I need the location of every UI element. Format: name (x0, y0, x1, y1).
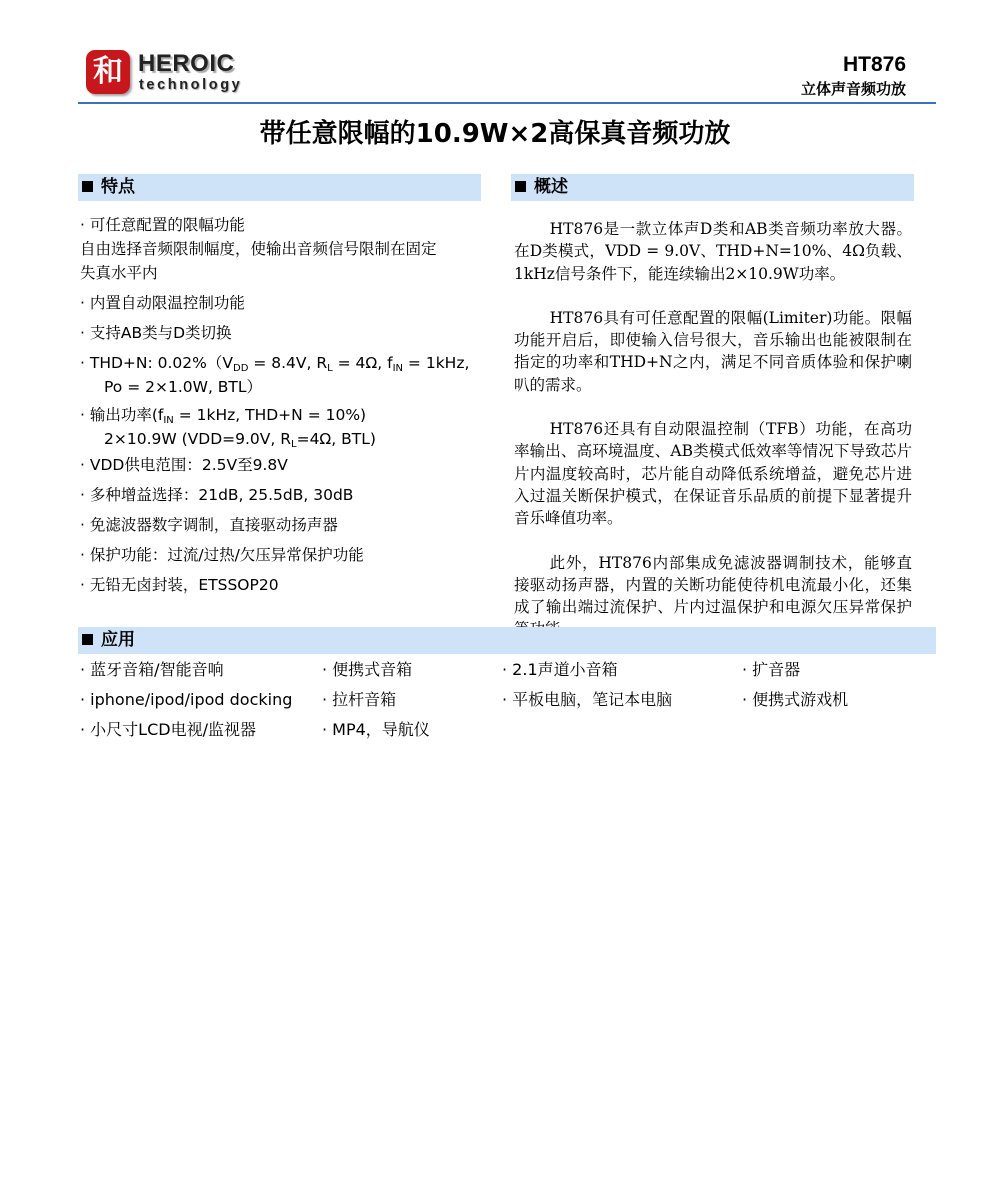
list-item: · THD+N: $0.02\%(V_{DD} = 8.4V$, $R_L = 4\Omega$, $f_{IN} = 1kHz$, (80, 354, 470, 374)
list-item: · 输出功率($f_{IN} = 1kHz$, THD+N = 10%) (80, 406, 367, 426)
part-number: HT876 (842, 53, 906, 76)
application-item: · 扩音器 (742, 660, 801, 679)
list-item-detail: 失真水平内 (80, 264, 158, 282)
section-bar-features (78, 174, 481, 201)
overview-text (514, 218, 912, 663)
section-heading: 应用 (101, 630, 135, 650)
application-item: · iphone/ipod/ipod docking (80, 690, 293, 709)
square-bullet-icon (82, 634, 93, 645)
application-item: · 便携式游戏机 (742, 690, 849, 709)
square-bullet-icon (515, 181, 526, 192)
list-item: · 无铅无卤封装，ETSSOP20 (80, 576, 279, 594)
section-bar-overview (511, 174, 914, 201)
application-item: · 2.1声道小音箱 (502, 660, 618, 679)
list-item: · 可任意配置的限幅功能 (80, 216, 245, 234)
list-item: · 免滤波器数字调制，直接驱动扬声器 (80, 516, 338, 534)
list-item: · 支持AB类与D类切换 (80, 324, 232, 342)
application-item: · 小尺寸LCD电视/监视器 (80, 720, 256, 739)
header-divider (78, 102, 936, 104)
overview-paragraph: HT876具有可任意配置的限幅(Limiter)功能。限幅功能开启后，即使输入信号很大，音乐输出也能被限制在指定的功率和THD+N之内，满足不同音质体验和保护喇叭的需求。 (514, 308, 912, 394)
application-item: · 拉杆音箱 (322, 690, 397, 709)
list-item: · 保护功能：过流/过热/欠压异常保护功能 (80, 546, 364, 564)
section-heading: 概述 (534, 177, 568, 197)
brand-tagline: technology (139, 77, 243, 93)
list-item-detail: 自由选择音频限制幅度，使输出音频信号限制在固定 (80, 240, 437, 258)
application-item: · 便携式音箱 (322, 660, 413, 679)
overview-paragraph: 此外，HT876内部集成免滤波器调制技术，能够直接驱动扬声器，内置的关断功能使待机电流最小化，还集成了输出端过流保护、片内过温保护和电源欠压异常保护 (514, 553, 912, 617)
features-list (80, 213, 484, 597)
part-description: 立体声音频功放 (800, 80, 906, 98)
application-item: · MP4，导航仪 (322, 720, 430, 739)
list-item: · VDD供电范围：2.5V至9.8V (80, 456, 288, 474)
document-title: 带任意限幅的10.9W×2高保真音频功放 (259, 119, 731, 149)
square-bullet-icon (82, 181, 93, 192)
list-item: · 内置自动限温控制功能 (80, 294, 245, 312)
brand-name: HEROIC (138, 50, 235, 77)
section-bar-applications (78, 627, 936, 654)
list-item: · 多种增益选择：21dB, 25.5dB, 30dB (80, 486, 354, 504)
brand-logo-mark: 和 (86, 50, 130, 94)
section-heading: 特点 (101, 177, 135, 197)
overview-paragraph: HT876是一款立体声D类和AB类音频功率放大器。在D类模式，VDD = 9.0V、THD+N=10%、4Ω负载、1kHz信号条件下，能连续输出2×10.9W功率。 (514, 220, 912, 283)
list-item-detail: 2×10.9W (VDD=9.0V, $R_L=4\Omega$, BTL) (104, 430, 376, 450)
application-item: · 平板电脑，笔记本电脑 (502, 690, 673, 709)
application-item: · 蓝牙音箱/智能音响 (80, 660, 224, 679)
overview-paragraph: HT876还具有自动限温控制（TFB）功能，在高功率输出、高环境温度、AB类模式低效率等情况下导致芯片片内温度较高时，芯片能自动降低系统增益，避免芯片进入过温关断保护模式，在保证音乐品质的前提下显著提升音乐峰值功率。 (514, 420, 912, 528)
list-item-detail: Po = 2×1.0W, BTL） (104, 378, 263, 396)
